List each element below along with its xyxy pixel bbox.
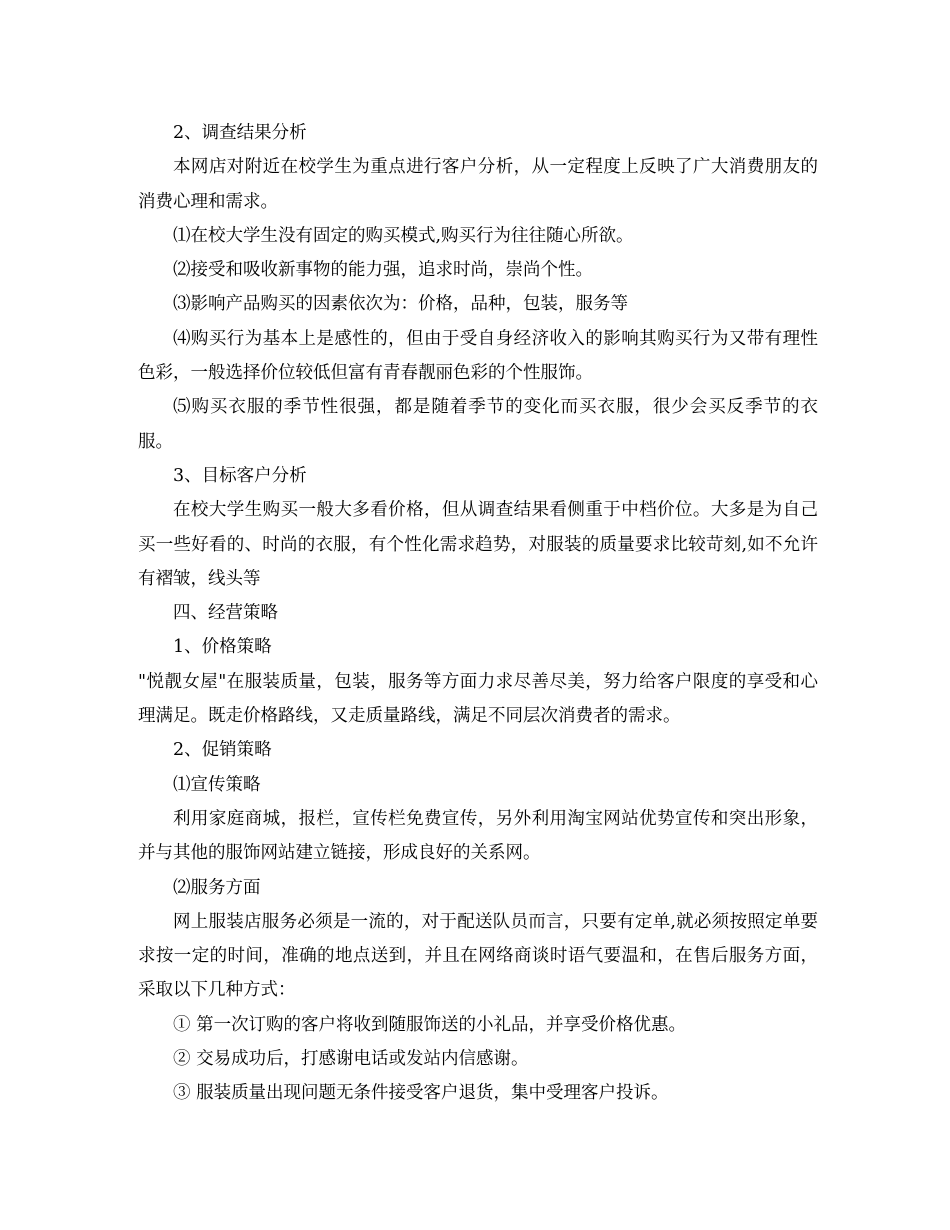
list-item-4: ⑷购买行为基本上是感性的，但由于受自身经济收入的影响其购买行为又带有理性色彩，一般选择价位较低但富有青春靓丽色彩的个性服饰。 <box>138 328 818 384</box>
subheading-publicity: ⑴宣传策略 <box>173 774 261 795</box>
service-item-3: ③ 服装质量出现问题无条件接受客户退货，集中受理客户投诉。 <box>173 1083 669 1104</box>
list-item-3: ⑶影响产品购买的因素依次为：价格，品种，包装，服务等 <box>173 294 628 315</box>
paragraph-customer-analysis: 本网店对附近在校学生为重点进行客户分析，从一定程度上反映了广大消费朋友的消费心理和需求。 <box>138 157 818 212</box>
paragraph-target-customer: 在校大学生购买一般大多看价格，但从调查结果看侧重于中档价位。大多是为自己买一些好看的、时尚的衣服，有个性化需求趋势，对服装的质量要求比较苛刻,如不允许有褶皱，线头等 <box>138 500 818 589</box>
subheading-service: ⑵服务方面 <box>173 877 261 898</box>
document-body <box>138 116 818 1111</box>
service-item-1: ① 第一次订购的客户将收到随服饰送的小礼品，并享受价格优惠。 <box>173 1014 687 1035</box>
service-item-2: ② 交易成功后，打感谢电话或发站内信感谢。 <box>173 1049 529 1070</box>
list-item-5: ⑸购买衣服的季节性很强，都是随着季节的变化而买衣服，很少会买反季节的衣服。 <box>138 397 818 452</box>
list-item-2: ⑵接受和吸收新事物的能力强，追求时尚，崇尚个性。 <box>173 260 593 281</box>
heading-promotion-strategy: 2、促销策略 <box>173 740 272 761</box>
heading-price-strategy: 1、价格策略 <box>173 637 272 658</box>
heading-survey-analysis: 2、调查结果分析 <box>173 123 307 143</box>
paragraph-publicity: 利用家庭商城，报栏，宣传栏免费宣传，另外利用淘宝网站优势宣传和突出形象，并与其他的服饰网站建立链接，形成良好的关系网。 <box>138 808 818 864</box>
paragraph-service: 网上服装店服务必须是一流的，对于配送队员而言，只要有定单,就必须按照定单要求按一定的时间，准确的地点送到，并且在网络商谈时语气要温和，在售后服务方面，采取以下几种方式： <box>138 911 818 1001</box>
heading-business-strategy: 四、经营策略 <box>173 603 278 624</box>
paragraph-price-strategy: "悦靓女屋"在服装质量，包装，服务等方面力求尽善尽美，努力给客户限度的享受和心理满足。既走价格路线，又走质量路线，满足不同层次消费者的需求。 <box>138 671 818 727</box>
heading-target-customer: 3、目标客户分析 <box>173 465 307 486</box>
list-item-1: ⑴在校大学生没有固定的购买模式,购买行为往往随心所欲。 <box>173 225 634 246</box>
